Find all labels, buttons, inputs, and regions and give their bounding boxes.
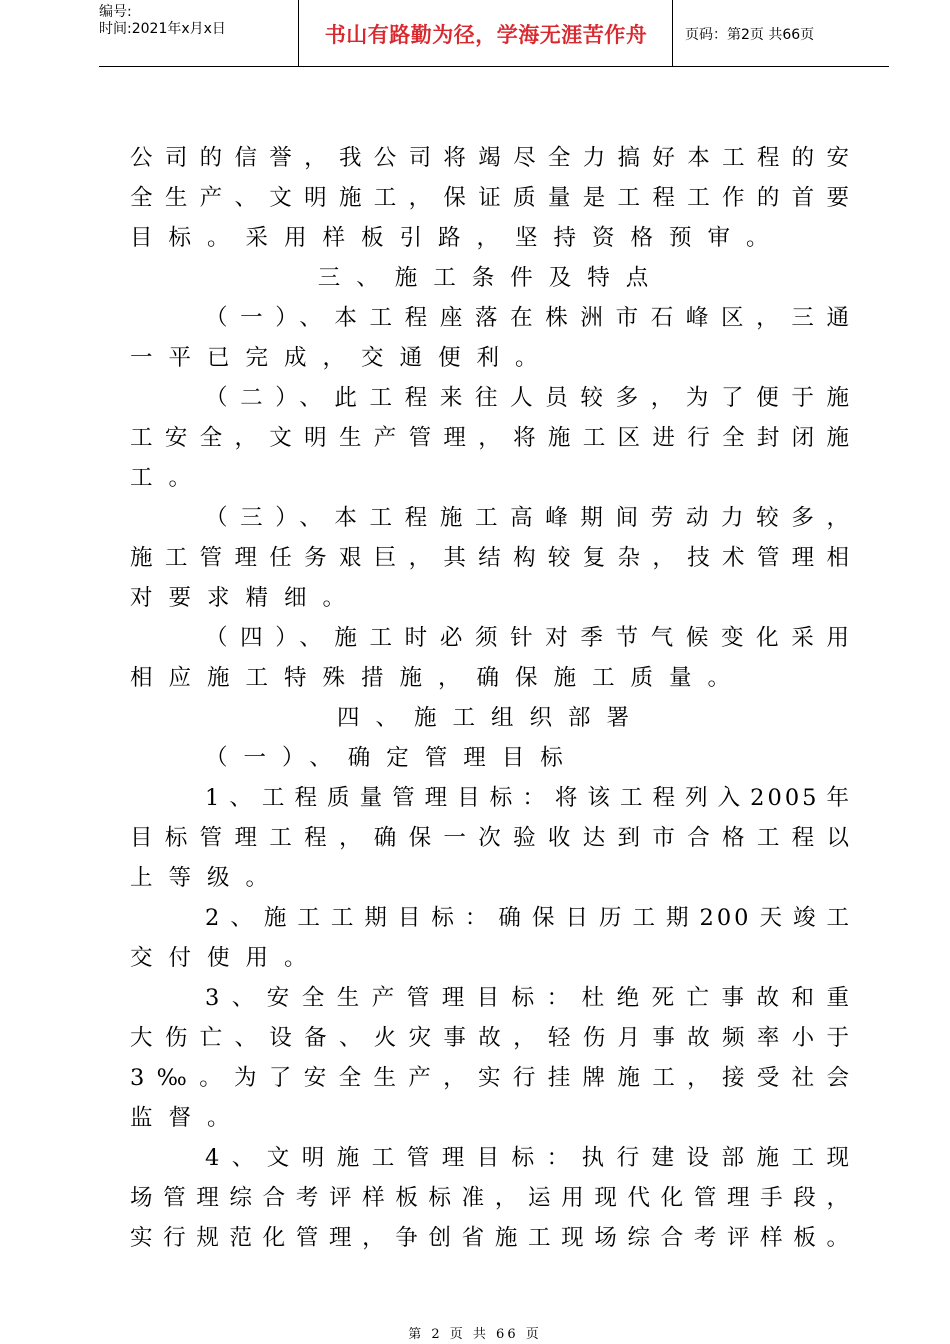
subsection-heading: （一）、确定管理目标: [205, 745, 579, 771]
body-line: 工。: [130, 465, 208, 491]
body-line: 大伤亡、设备、火灾事故，轻伤月事故频率小于: [130, 1025, 852, 1051]
body-line: 对要求精细。: [130, 585, 362, 611]
header-motto: 书山有路勤为径，学海无涯苦作舟: [324, 22, 648, 47]
header-meta: [99, 0, 299, 67]
body-line: 4、文明施工管理目标：执行建设部施工现: [205, 1145, 852, 1171]
document-number-label: 编号:: [99, 4, 132, 20]
body-line: 全生产、文明施工，保证质量是工程工作的首要: [130, 185, 852, 211]
body-line: 目标。采用样板引路，坚持资格预审。: [130, 225, 785, 251]
header-motto-cell: [299, 0, 673, 67]
body-line: 公司的信誉，我公司将竭尽全力搞好本工程的安: [130, 145, 852, 171]
body-line: 场管理综合考评样板标准，运用现代化管理手段，: [130, 1185, 852, 1211]
body-line: 工安全，文明生产管理，将施工区进行全封闭施: [130, 425, 852, 451]
body-line: 目标管理工程，确保一次验收达到市合格工程以: [130, 825, 852, 851]
body-line: 1、工程质量管理目标：将该工程列入2005年: [205, 785, 852, 811]
body-line: 相应施工特殊措施，确保施工质量。: [130, 665, 747, 691]
section-heading: 三、施工条件及特点: [317, 265, 665, 291]
section-heading: 四、施工组织部署: [336, 705, 645, 731]
body-line: 实行规范化管理，争创省施工现场综合考评样板。: [130, 1225, 852, 1251]
body-line: 上等级。: [130, 865, 285, 891]
header-page-info: 页码：第2页 共66页: [685, 27, 815, 43]
body-line: 监督。: [130, 1105, 246, 1131]
body-line: 一平已完成，交通便利。: [130, 345, 554, 371]
page-header: [99, 0, 889, 67]
body-line: 3、安全生产管理目标：杜绝死亡事故和重: [205, 985, 852, 1011]
body-line: （三）、本工程施工高峰期间劳动力较多，: [205, 505, 852, 531]
body-line: （一）、本工程座落在株洲市石峰区，三通: [205, 305, 852, 331]
body-line: 施工管理任务艰巨，其结构较复杂，技术管理相: [130, 545, 852, 571]
body-line: 3‰。为了安全生产，实行挂牌施工，接受社会: [130, 1065, 852, 1091]
body-line: （四）、施工时必须针对季节气候变化采用: [205, 625, 852, 651]
body-line: 2、施工工期目标：确保日历工期200天竣工: [205, 905, 852, 931]
body-line: 交付使用。: [130, 945, 323, 971]
body-line: （二）、此工程来往人员较多，为了便于施: [205, 385, 852, 411]
document-body: [130, 138, 852, 1258]
document-time-label: 时间:2021年x月x日: [99, 21, 226, 37]
page-footer: 第 2 页 共 66 页: [408, 1327, 542, 1342]
